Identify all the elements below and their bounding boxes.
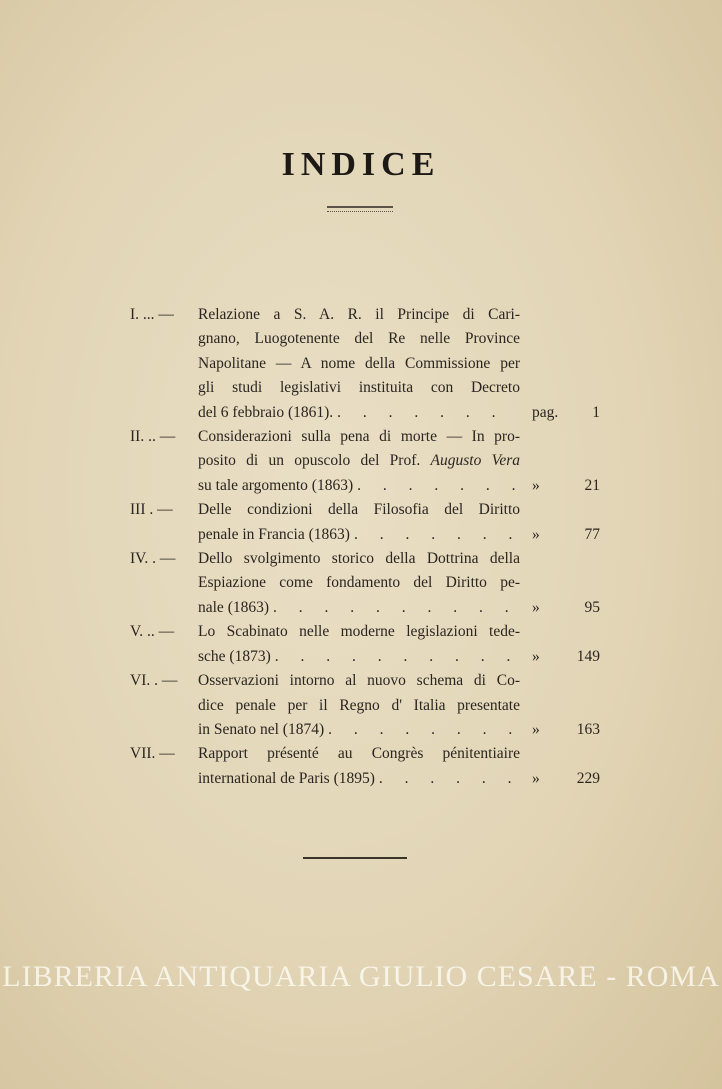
page-marker: » [532, 476, 540, 494]
leader-dots [273, 596, 516, 620]
page-number: 95 [584, 598, 600, 616]
toc-entry [130, 498, 600, 547]
entry-text-line: international de Paris (1895) [198, 769, 375, 787]
entry-text-line: Rapport présenté au Congrès pénitentiaire [198, 745, 520, 763]
entry-text-line: Relazione a S. A. R. il Principe di Cari- [198, 306, 520, 323]
toc-entry [130, 620, 600, 669]
page-marker: » [532, 647, 540, 665]
entry-text-line: nale (1863) [198, 598, 270, 616]
entry-number: II. .. — [130, 428, 176, 446]
leader-dots [379, 767, 516, 791]
entry-text-line: Napolitane — A nome della Commissione per [198, 354, 520, 372]
leader-dots [275, 645, 516, 669]
entry-text-line: Delle condizioni della Filosofia del Diritto [198, 501, 520, 519]
entry-text-line: penale in Francia (1863) [198, 525, 350, 543]
author-name: Augusto Vera [430, 452, 520, 470]
entry-text-line: in Senato nel (1874) [198, 720, 325, 738]
toc-entry [130, 742, 600, 791]
entry-text-line: Dello svolgimento storico della Dottrina della [198, 550, 520, 568]
page-marker: » [532, 720, 540, 738]
entry-text-line: gnano, Luogotenente del Re nelle Province [198, 330, 520, 348]
leader-dots [337, 401, 516, 425]
page-marker: » [532, 769, 540, 787]
entry-text-line: gli studi legislativi instituita con Decreto [198, 379, 520, 397]
entry-number: IV. . — [130, 550, 176, 568]
toc-entry [130, 669, 600, 742]
page-number: 77 [584, 525, 600, 543]
page-marker: pag. [532, 403, 559, 421]
entry-number: VII. — [130, 745, 175, 763]
page-number: 163 [576, 720, 600, 738]
entry-number: III . — [130, 501, 173, 519]
page-reference [532, 596, 600, 620]
entry-text-line: dice penale per il Regno d' Italia presentate [198, 696, 520, 714]
page-number: 21 [584, 476, 600, 494]
leader-dots [354, 523, 516, 547]
entry-text: posito di un opuscolo del Prof. [198, 452, 421, 470]
entry-text-line: del 6 febbraio (1861). [198, 403, 334, 421]
entry-number: VI. . — [130, 672, 178, 690]
page-number: 149 [576, 647, 600, 665]
toc-entry [130, 425, 600, 498]
entry-text-line: Considerazioni sulla pena di morte — In pro- [198, 428, 520, 446]
page-marker: » [532, 598, 540, 616]
page-number: 1 [592, 403, 600, 421]
entry-text-line: Espiazione come fondamento del Diritto pe- [198, 574, 520, 592]
page-number: 229 [576, 769, 600, 787]
leader-dots [357, 474, 516, 498]
entry-text-line [198, 449, 520, 473]
entry-text-line: su tale argomento (1863) [198, 476, 354, 494]
page-reference [532, 645, 600, 669]
watermark: LIBRERIA ANTIQUARIA GIULIO CESARE - ROMA [2, 960, 720, 993]
closing-rule [303, 857, 407, 859]
page-title: INDICE [281, 146, 441, 183]
entry-number: V. .. — [130, 623, 175, 641]
entry-text-line: Osservazioni intorno al nuovo schema di Co- [198, 672, 520, 690]
entry-text-line: Lo Scabinato nelle moderne legislazioni tede- [198, 623, 520, 641]
leader-dots [328, 718, 516, 742]
toc-entry [130, 547, 600, 620]
page-marker: » [532, 525, 540, 543]
toc-entry [130, 303, 600, 425]
page-reference [532, 718, 600, 742]
page-reference [532, 523, 600, 547]
page-reference [532, 401, 600, 425]
title-ornament [327, 206, 393, 212]
page-reference [532, 767, 600, 791]
entry-text-line: sche (1873) [198, 647, 271, 665]
entry-number: I. ... — [130, 306, 174, 323]
table-of-contents [130, 303, 600, 791]
page-reference [532, 474, 600, 498]
